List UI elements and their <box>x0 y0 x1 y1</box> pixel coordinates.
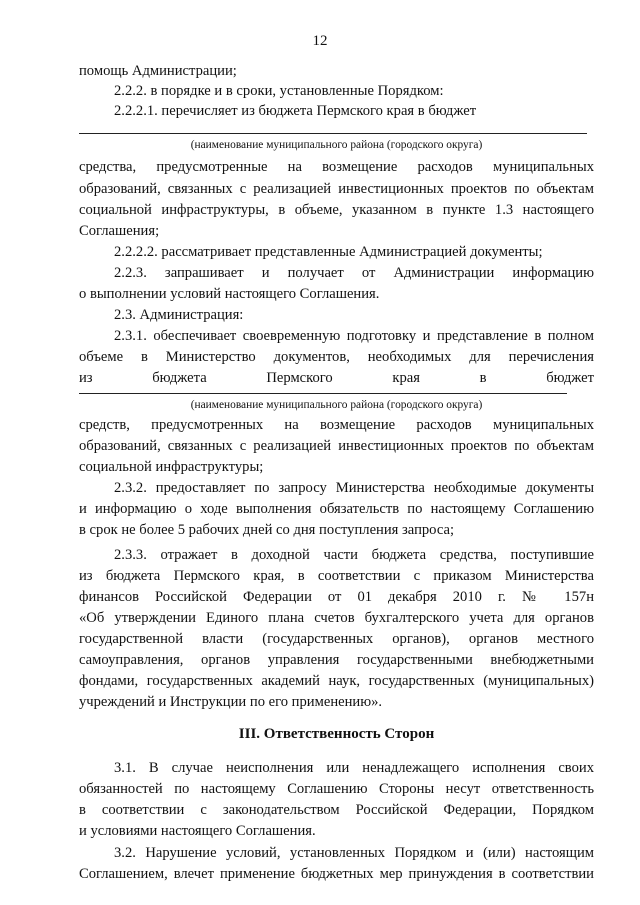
text-line: помощь Администрации; <box>79 63 237 79</box>
text-line: образований, связанных с реализацией инвестиционных проектов по объектам <box>79 438 594 454</box>
text-line: из бюджета Пермского края в бюджет <box>79 370 594 386</box>
section-heading: III. Ответственность Сторон <box>238 726 435 742</box>
text-line: 3.1. В случае неисполнения или ненадлежащего исполнения своих <box>114 760 594 776</box>
text-line: социальной инфраструктуры; <box>79 459 264 475</box>
text-line: Соглашением, влечет применение бюджетных мер принуждения в соответствии <box>79 866 594 882</box>
text-line: обязанностей по настоящему Соглашению Стороны несут ответственность <box>79 781 594 797</box>
text-line: государственной власти (государственных органов), органов местного <box>79 631 594 647</box>
text-line: учреждений и Инструкции по его применению». <box>79 694 383 710</box>
text-line: и условиями настоящего Соглашения. <box>79 823 316 839</box>
fill-line-caption: (наименование муниципального района (городского округа) <box>190 399 483 411</box>
text-line: 2.2.3. запрашивает и получает от Администрации информацию <box>114 265 594 281</box>
text-line: 2.3.1. обеспечивает своевременную подготовку и представление в полном <box>114 328 594 344</box>
text-line: о выполнении условий настоящего Соглашения. <box>79 286 380 302</box>
text-line: 3.2. Нарушение условий, установленных Порядком и (или) настоящим <box>114 845 594 861</box>
text-line: фондами, государственных академий наук, государственных (муниципальных) <box>79 673 594 689</box>
text-line: из бюджета Пермского края, в соответствии с приказом Министерства <box>79 568 594 584</box>
text-line: социальной инфраструктуры, в объеме, указанном в пункте 1.3 настоящего <box>79 202 594 218</box>
text-line: в срок не более 5 рабочих дней со дня поступления запроса; <box>79 522 455 538</box>
blank-fill-line <box>79 133 587 134</box>
text-line: финансов Российской Федерации от 01 декабря 2010 г. № 157н <box>79 589 594 605</box>
text-line: и информацию о ходе выполнения обязательств по настоящему Соглашению <box>79 501 594 517</box>
text-line: 2.2.2.2. рассматривает представленные Администрацией документы; <box>114 244 543 260</box>
text-line: Соглашения; <box>79 223 160 239</box>
page-number: 12 <box>312 33 328 49</box>
text-line: образований, связанных с реализацией инвестиционных проектов по объектам <box>79 181 594 197</box>
text-line: в соответствии с законодательством Российской Федерации, Порядком <box>79 802 594 818</box>
text-line: 2.3. Администрация: <box>114 307 244 323</box>
text-line: 2.2.2.1. перечисляет из бюджета Пермского края в бюджет <box>114 103 477 119</box>
text-line: 2.3.3. отражает в доходной части бюджета средства, поступившие <box>114 547 594 563</box>
text-line: объеме в Министерство документов, необходимых для перечисления <box>79 349 594 365</box>
text-line: 2.2.2. в порядке и в сроки, установленные Порядком: <box>114 83 444 99</box>
text-line: средств, предусмотренных на возмещение расходов муниципальных <box>79 417 594 433</box>
text-line: средства, предусмотренные на возмещение расходов муниципальных <box>79 159 594 175</box>
text-line: самоуправления, органов управления государственными внебюджетными <box>79 652 594 668</box>
text-line: 2.3.2. предоставляет по запросу Министерства необходимые документы <box>114 480 594 496</box>
blank-fill-line <box>79 393 567 394</box>
fill-line-caption: (наименование муниципального района (городского округа) <box>190 139 483 151</box>
text-line: «Об утверждении Единого плана счетов бухгалтерского учета для органов <box>79 610 594 626</box>
